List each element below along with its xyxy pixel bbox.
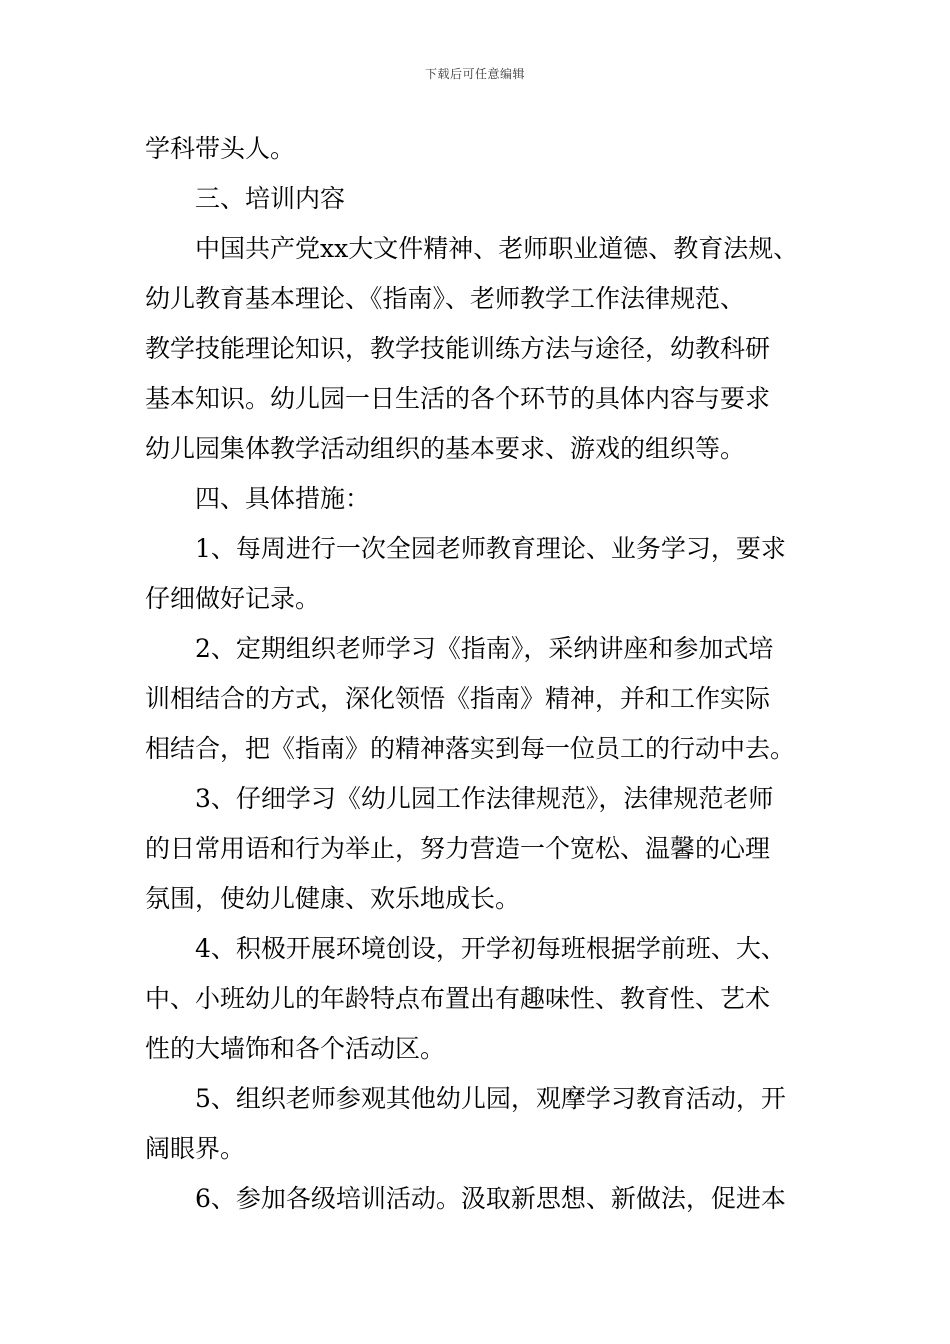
text-line: 3、仔细学习《幼儿园工作法律规范》，法律规范老师 <box>195 784 774 813</box>
section-heading: 四、具体措施： <box>195 484 371 513</box>
text-line: 训相结合的方式，深化领悟《指南》精神，并和工作实际 <box>145 684 771 713</box>
text-line: 幼儿教育基本理论、《指南》、老师教学工作法律规范、 <box>145 284 746 313</box>
text-line: 幼儿园集体教学活动组织的基本要求、游戏的组织等。 <box>145 434 746 463</box>
text-line: 2、定期组织老师学习《指南》，采纳讲座和参加式培 <box>195 634 774 663</box>
text-line: 学科带头人。 <box>145 134 296 163</box>
text-line: 5、组织老师参观其他幼儿园，观摩学习教育活动，开 <box>195 1084 786 1113</box>
text-line: 氛围，使幼儿健康、欢乐地成长。 <box>145 884 521 913</box>
text-line: 仔细做好记录。 <box>145 584 321 613</box>
text-line: 中、小班幼儿的年龄特点布置出有趣味性、教育性、艺术 <box>145 984 771 1013</box>
text-line: 4、积极开展环境创设，开学初每班根据学前班、大、 <box>195 934 786 963</box>
text-line: 教学技能理论知识，教学技能训练方法与途径，幼教科研 <box>145 334 771 363</box>
text-line: 1、每周进行一次全园老师教育理论、业务学习，要求 <box>195 534 786 563</box>
text-line: 中国共产党xx大文件精神、老师职业道德、教育法规、 <box>195 234 799 263</box>
text-line: 基本知识。幼儿园一日生活的各个环节的具体内容与要求 <box>145 384 771 413</box>
section-heading: 三、培训内容 <box>195 184 346 213</box>
document-body <box>145 124 825 1224</box>
page-header: 下载后可任意编辑 <box>424 67 525 81</box>
text-line: 6、参加各级培训活动。汲取新思想、新做法，促进本 <box>195 1184 786 1213</box>
text-line: 阔眼界。 <box>145 1134 246 1163</box>
text-line: 性的大墙饰和各个活动区。 <box>145 1034 446 1063</box>
text-line: 相结合，把《指南》的精神落实到每一位员工的行动中去。 <box>145 734 796 763</box>
text-line: 的日常用语和行为举止，努力营造一个宽松、温馨的心理 <box>145 834 771 863</box>
